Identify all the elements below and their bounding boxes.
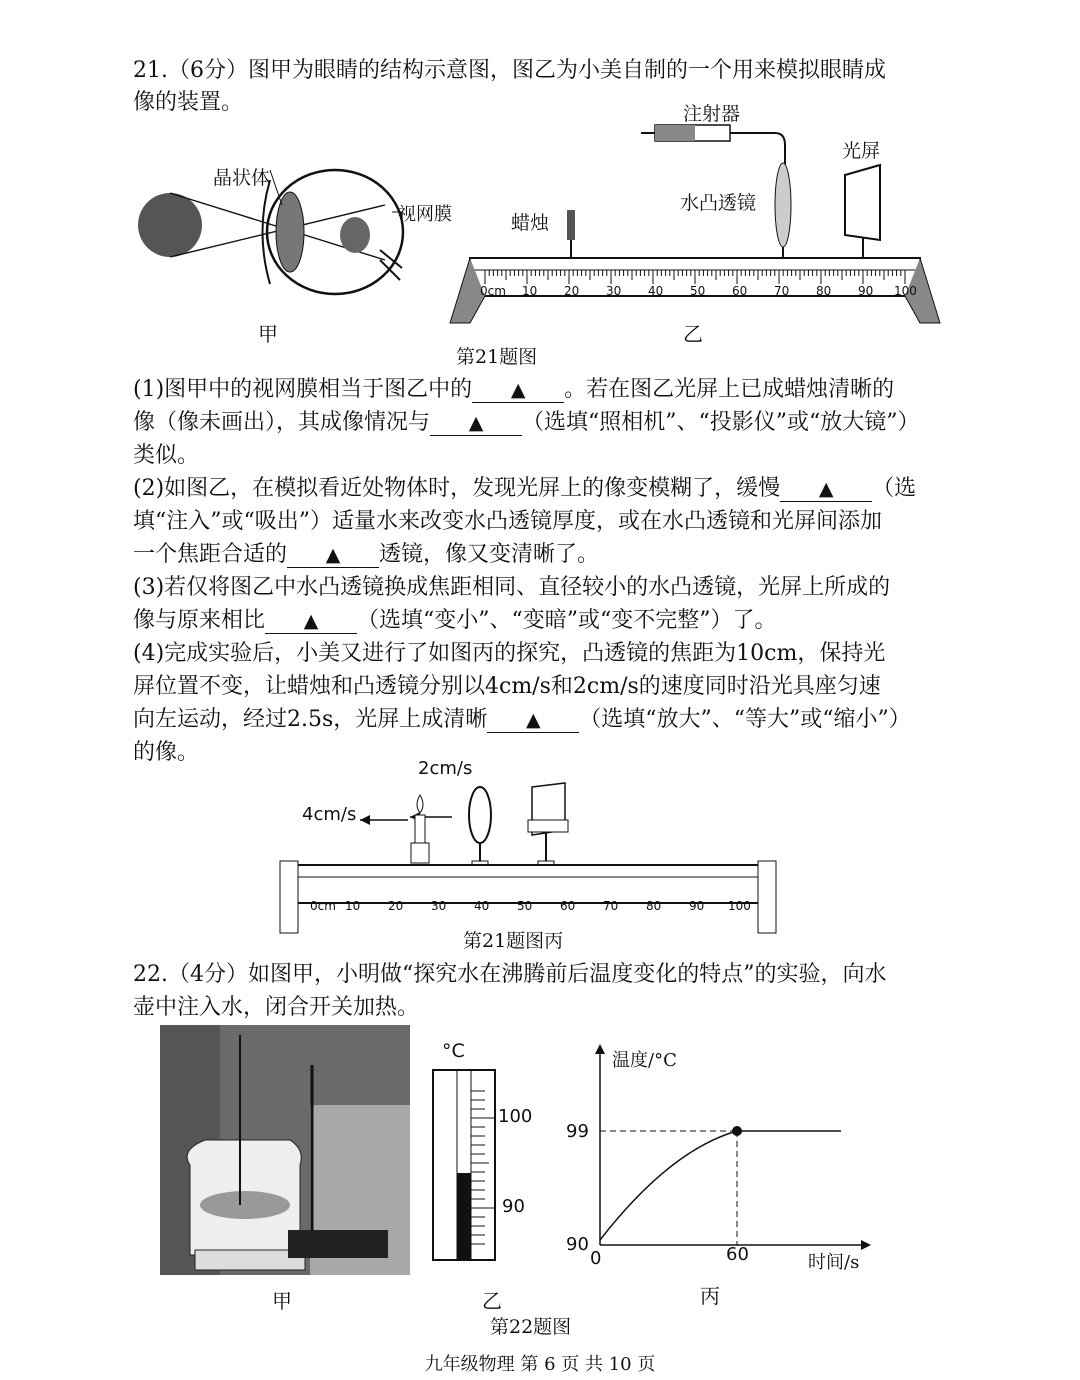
q21-p2-line2: 填“注入”或“吸出”）适量水来改变水凸透镜厚度，或在水凸透镜和光屏间添加: [133, 509, 882, 534]
temp-time-graph: [585, 1040, 875, 1260]
q21-p1-a2: 。若在图乙光屏上已成蜡烛清晰的: [564, 377, 895, 402]
fig-jia-label: 甲: [258, 322, 278, 346]
fig21-bing-caption: 第21题图丙: [463, 930, 564, 952]
retina-image: [340, 217, 370, 253]
q21-p1-b1: 像（像未画出），其成像情况与: [133, 410, 431, 435]
graph-xlabel: 时间/s: [808, 1252, 860, 1273]
q21-p4-line2: 屏位置不变，让蜡烛和凸透镜分别以4cm/s和2cm/s的速度同时沿光具座匀速: [133, 674, 881, 699]
q21-p3-line1: (3)若仅将图乙中水凸透镜换成焦距相同、直径较小的水凸透镜，光屏上所成的: [133, 575, 891, 600]
eye-diagram: [130, 150, 460, 350]
answer-blank-6[interactable]: ▲: [487, 708, 579, 733]
q21-p4-c1: 向左运动，经过2.5s，光屏上成清晰: [133, 707, 488, 732]
crystalline-lens-label: 晶状体: [213, 167, 271, 189]
retina-label: 视网膜: [398, 204, 452, 225]
q21-p2-c2: 透镜，像又变清晰了。: [379, 542, 600, 567]
fig22-caption: 第22题图: [490, 1316, 572, 1338]
answer-blank-2[interactable]: ▲: [430, 411, 522, 436]
tick-bing-80: 80: [646, 899, 662, 913]
tick-bing-60: 60: [560, 899, 576, 913]
q21-p2-line3: [133, 540, 599, 570]
graph-y-origin: 90: [566, 1234, 589, 1255]
q21-p2-c1: 一个焦距合适的: [133, 542, 288, 567]
tick-yi-100: 100: [894, 284, 917, 298]
candle-speed-label: 4cm/s: [302, 804, 357, 825]
q21-p1-line1: [133, 375, 894, 405]
q21-intro-line1: [133, 56, 886, 86]
q22-line2: 壶中注入水，闭合开关加热。: [133, 995, 420, 1020]
kettle-photo: [160, 1025, 410, 1275]
q21-p2-a2: （选: [872, 476, 917, 501]
thermo-unit: °C: [442, 1040, 465, 1062]
answer-blank-4[interactable]: ▲: [287, 543, 379, 568]
tick-bing-50: 50: [517, 899, 533, 913]
eye-lens-shape: [276, 192, 304, 272]
lens-speed-label: 2cm/s: [418, 758, 473, 779]
graph-x-origin: 0: [590, 1248, 602, 1269]
candle-label: 蜡烛: [511, 212, 550, 234]
fig21-caption: 第21题图: [456, 346, 538, 368]
answer-blank-3[interactable]: ▲: [780, 477, 872, 502]
water-lens-shape: [775, 163, 791, 247]
page-footer: 九年级物理 第 6 页 共 10 页: [424, 1354, 656, 1375]
q21-intro-line2: 像的装置。: [133, 90, 244, 115]
tick-bing-10: 10: [345, 899, 361, 913]
tick-yi-20: 20: [564, 284, 580, 298]
fig-yi-label: 乙: [683, 322, 703, 346]
tick-bing-40: 40: [474, 899, 490, 913]
q21-number: 21.（6分）: [133, 58, 248, 83]
tick-bing-100: 100: [728, 899, 751, 913]
tick-yi-0: 0cm: [480, 284, 506, 298]
q21-p2-line1: [133, 474, 916, 504]
q21-p1-line2: [133, 408, 920, 438]
q21-p3-b2: （选填“变小”、“变暗”或“变不完整”）了。: [357, 608, 777, 633]
fig22-yi-label: 乙: [482, 1289, 502, 1313]
thermometer: [425, 1065, 535, 1265]
fig22-jia-label: 甲: [272, 1289, 292, 1313]
graph-ylabel: 温度/°C: [612, 1050, 677, 1071]
q21-p3-line2: [133, 606, 777, 636]
answer-blank-5[interactable]: ▲: [265, 609, 357, 634]
syringe-label: 注射器: [683, 103, 741, 125]
graph-y-mark-99: 99: [566, 1121, 589, 1142]
q21-intro-a: 图甲为眼睛的结构示意图，图乙为小美自制的一个用来模拟眼睛成: [248, 58, 887, 83]
thermo-mark-100: 100: [498, 1106, 533, 1127]
answer-blank-1[interactable]: ▲: [472, 378, 564, 403]
tick-yi-40: 40: [648, 284, 664, 298]
tick-yi-90: 90: [858, 284, 874, 298]
q21-p4-line4: 的像。: [133, 740, 200, 765]
q21-p1-b2: （选填“照相机”、“投影仪”或“放大镜”）: [522, 410, 920, 435]
q21-p2-a1: (2)如图乙，在模拟看近处物体时，发现光屏上的像变模糊了，缓慢: [133, 476, 781, 501]
thermo-mark-90: 90: [502, 1196, 525, 1217]
tick-bing-70: 70: [603, 899, 619, 913]
tick-yi-80: 80: [816, 284, 832, 298]
tick-yi-70: 70: [774, 284, 790, 298]
tick-yi-30: 30: [606, 284, 622, 298]
q21-p4-line1: (4)完成实验后，小美又进行了如图丙的探究，凸透镜的焦距为10cm，保持光: [133, 641, 886, 666]
graph-x-mark-60: 60: [726, 1244, 749, 1265]
water-lens-label: 水凸透镜: [680, 192, 757, 214]
tick-yi-10: 10: [522, 284, 538, 298]
boiling-point-dot: [732, 1126, 742, 1136]
q21-p4-c2: （选填“放大”、“等大”或“缩小”）: [579, 707, 911, 732]
tick-bing-0: 0cm: [310, 899, 336, 913]
q22-line1: 22.（4分）如图甲，小明做“探究水在沸腾前后温度变化的特点”的实验，向水: [133, 962, 887, 987]
tick-bing-30: 30: [431, 899, 447, 913]
optical-bench-bing: [270, 775, 790, 945]
object-blob: [138, 193, 202, 257]
q21-p1-line3: 类似。: [133, 443, 200, 468]
tick-yi-60: 60: [732, 284, 748, 298]
bench-bing-scale: [310, 899, 760, 917]
q21-p4-line3: [133, 705, 911, 735]
tick-bing-90: 90: [689, 899, 705, 913]
tick-yi-50: 50: [690, 284, 706, 298]
q21-p3-b1: 像与原来相比: [133, 608, 266, 633]
bench-yi-scale: [480, 284, 920, 302]
tick-bing-20: 20: [388, 899, 404, 913]
fig22-bing-label: 丙: [700, 1284, 720, 1308]
screen-label: 光屏: [842, 140, 881, 162]
q21-p1-a1: (1)图甲中的视网膜相当于图乙中的: [133, 377, 473, 402]
